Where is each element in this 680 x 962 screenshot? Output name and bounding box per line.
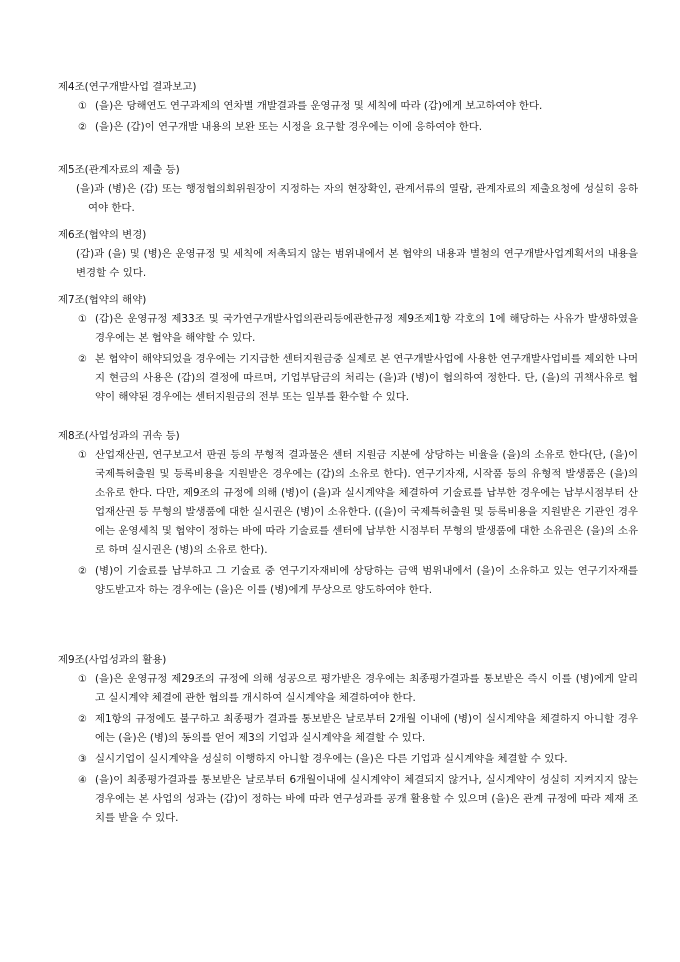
clause-number: ②: [78, 122, 87, 133]
article-9: [58, 651, 638, 828]
article-title: 제6조(협약의 변경): [58, 229, 147, 241]
article-title: 제8조(사업성과의 귀속 등): [58, 430, 180, 442]
article-4: [58, 78, 638, 137]
clause-item: [58, 350, 638, 407]
article-paragraph: (을)과 (병)은 (갑) 또는 행정협의회위원장이 지정하는 자의 현장확인, 관계서류의 열람, 관계자료의 제출요청에 성실히 응하여야 한다.: [76, 183, 638, 214]
clause-text: (병)이 기술료를 납부하고 그 기술료 중 연구기자재비에 상당하는 금액 범위내에서 (을)이 소유하고 있는 연구기자재를 양도받고자 하는 경우에는 (을)은 이를 (병)에게 무상으로 양도하여야 한다.: [95, 565, 638, 596]
clause-text: 제1항의 규정에도 불구하고 최종평가 결과를 통보받은 날로부터 2개월 이내에 (병)이 실시계약을 체결하지 아니할 경우에는 (을)은 (병)의 동의를 얻어 제3의 기업과 실시계약을 체결할 수 있다.: [95, 713, 638, 744]
article-title: 제9조(사업성과의 활용): [58, 654, 167, 666]
clause-item: [58, 562, 638, 600]
clause-text: 산업재산권, 연구보고서 판권 등의 무형적 결과물은 센터 지원금 지분에 상당하는 비율을 (을)의 소유로 한다(단, (을)이 국제특허출원 및 등록비용을 지원받은 경우에는 (갑)의 소유로 한다). 연구기자재, 시작품 등의 유형적 발생품은 (을)의 소유로 한다. 다만, 제9조의 규정에 의해 (병)이 (을)과 실시계약을 체결하여 기술료를 납부한 경우에는 납부시점부터 산업재산권 등 무형의 발생품에 대한 실시권은 (병)이 소유한다. ((을)이 국제특허출원 및 등록비용을 지원받은 기관인 경우에는 운영세칙 및 협약이 정하는 바에 따라 기술료를 센터에 납부한 시점부터 무형의 발생품에 대한 소유권은 (을)의 소유로 하며 실시권은 (병)의 소유로 한다).: [95, 449, 638, 556]
clause-item: [58, 97, 638, 116]
clause-item: [58, 446, 638, 560]
article-5: [58, 161, 638, 218]
clause-text: (을)은 운영규정 제29조의 규정에 의해 성공으로 평가받은 경우에는 최종평가결과를 통보받은 즉시 이를 (병)에게 알리고 실시계약 체결에 관한 협의를 개시하여 실시계약을 체결하여야 한다.: [95, 673, 638, 704]
article-8: [58, 427, 638, 600]
article-7: [58, 291, 638, 407]
clause-item: [58, 750, 638, 769]
clause-number: ②: [78, 566, 87, 577]
clause-item: [58, 670, 638, 708]
clause-number: ②: [78, 714, 87, 725]
article-title: 제4조(연구개발사업 결과보고): [58, 81, 197, 93]
article-paragraph: (갑)과 (을) 및 (병)은 운영규정 및 세칙에 저촉되지 않는 범위내에서 본 협약의 내용과 별첨의 연구개발사업계획서의 내용을 변경할 수 있다.: [76, 248, 638, 279]
clause-text: 본 협약이 해약되었을 경우에는 기지급한 센터지원금중 실제로 본 연구개발사업에 사용한 연구개발사업비를 제외한 나머지 현금의 사용은 (갑)의 결정에 따르며, 기업부담금의 처리는 (을)과 (병)이 협의하여 정한다. 단, (을)의 귀책사유로 협약이 해약된 경우에는 센터지원금의 전부 또는 일부를 환수할 수 있다.: [95, 353, 638, 403]
clause-number: ①: [78, 314, 87, 325]
clause-number: ②: [78, 354, 87, 365]
clause-item: [58, 710, 638, 748]
clause-item: [58, 118, 638, 137]
clause-item: [58, 771, 638, 828]
article-6: [58, 226, 638, 283]
article-title: 제5조(관계자료의 제출 등): [58, 164, 180, 176]
clause-number: ①: [78, 101, 87, 112]
clause-text: (을)은 (갑)이 연구개발 내용의 보완 또는 시정을 요구할 경우에는 이에 응하여야 한다.: [95, 121, 483, 133]
clause-text: (갑)은 운영규정 제33조 및 국가연구개발사업의관리등에관한규정 제9조제1항 각호의 1에 해당하는 사유가 발생하였을 경우에는 본 협약을 해약할 수 있다.: [95, 313, 638, 344]
clause-number: ③: [78, 754, 87, 765]
clause-number: ①: [78, 674, 87, 685]
clause-number: ①: [78, 450, 87, 461]
clause-number: ④: [78, 775, 87, 786]
article-title: 제7조(협약의 해약): [58, 294, 147, 306]
clause-item: [58, 310, 638, 348]
clause-text: (을)이 최종평가결과를 통보받은 날로부터 6개월이내에 실시계약이 체결되지 않거나, 실시계약이 성실히 지켜지지 않는 경우에는 본 사업의 성과는 (갑)이 정하는 바에 따라 연구성과를 공개 활용할 수 있으며 (을)은 관계 규정에 따라 제재 조치를 받을 수 있다.: [95, 774, 638, 824]
clause-text: 실시기업이 실시계약을 성실히 이행하지 아니할 경우에는 (을)은 다른 기업과 실시계약을 체결할 수 있다.: [95, 753, 568, 765]
clause-text: (을)은 당해연도 연구과제의 연차별 개발결과를 운영규정 및 세칙에 따라 (갑)에게 보고하여야 한다.: [95, 100, 543, 112]
